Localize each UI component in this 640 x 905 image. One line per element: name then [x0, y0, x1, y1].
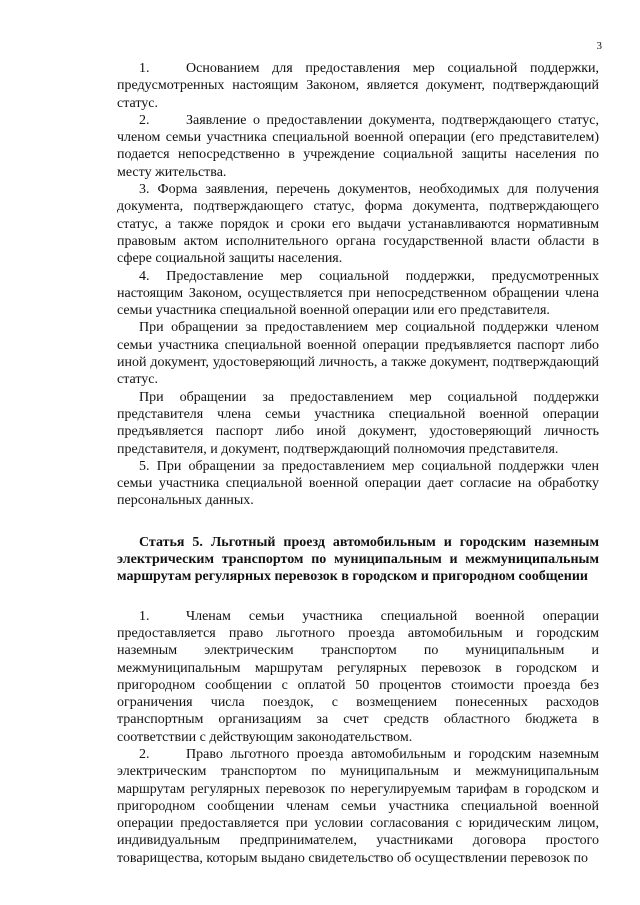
paragraph-4-member: При обращении за предоставлением мер социальной поддержки членом семьи участника специальной военной операции предъявляется паспорт либо иной документ, удостоверяющий личность, а также документ, подтверждающий статус.	[117, 320, 599, 388]
page-number: 3	[596, 40, 602, 52]
paragraph-number: 1.	[139, 61, 150, 76]
paragraph-4: 4. Предоставление мер социальной поддержки, предусмотренных настоящим Законом, осуществляется при непосредственном обращении члена семьи участника специальной военной операции или его представителя.	[117, 268, 599, 319]
paragraph-text: Заявление о предоставлении документа, подтверждающего статус, членом семьи участника специальной военной операции (его представителем) подается непосредственно в учреждение социальной защиты населения по месту жительства.	[117, 112, 599, 180]
paragraph-number: 1.	[139, 608, 150, 624]
paragraph-text: Право льготного проезда автомобильным и городским наземным электрическим транспортом по муниципальным и межмуниципальным маршрутам регулярных перевозок по нерегулируемым тарифам в городском и пригородном сообщении членам семьи участника специальной военной операции предоставляется при условии согласования с юридическим лицом, индивидуальным предпринимателем, участниками договора простого товарищества, которым выдано свидетельство об осуществлении перевозок по	[117, 746, 599, 866]
paragraph-number: 2.	[139, 746, 150, 762]
paragraph-4-representative: При обращении за предоставлением мер социальной поддержки представителя члена семьи участника специальной военной операции предъявляется паспорт либо иной документ, удостоверяющий личность представителя, и документ, подтверждающий полномочия представителя.	[117, 389, 599, 457]
article-paragraph-1	[117, 608, 599, 746]
paragraph-text: Членам семьи участника специальной военной операции предоставляется право льготного проезда автомобильным и городским наземным электрическим транспортом по муниципальным и межмуниципальным маршрутам регулярных перевозок в городском и пригородном сообщении с оплатой 50 процентов стоимости проезда без ограничения числа поездок, с возмещением понесенных расходов транспортным организациям за счет средств областного бюджета в соответствии с действующим законодательством.	[117, 608, 599, 745]
article-title: Статья 5. Льготный проезд автомобильным и городским наземным электрическим транспортом по муниципальным и межмуниципальным маршрутам регулярных перевозок в городском и пригородном сообщении	[117, 534, 599, 585]
paragraph-1	[117, 60, 599, 112]
article-paragraph-2	[117, 746, 599, 867]
paragraph-text: Основанием для предоставления мер социальной поддержки, предусмотренных настоящим Законом, является документ, подтверждающий статус.	[117, 61, 599, 111]
paragraph-number: 2.	[139, 112, 150, 128]
document-body	[117, 60, 599, 867]
paragraph-5: 5. При обращении за предоставлением мер социальной поддержки член семьи участника специальной военной операции дает согласие на обработку персональных данных.	[117, 458, 599, 509]
paragraph-3: 3. Форма заявления, перечень документов, необходимых для получения документа, подтверждающего статус, форма документа, подтверждающего статус, а также порядок и сроки его выдачи устанавливаются нормативным правовым актом исполнительного органа государственной власти области в сфере социальной защиты населения.	[117, 182, 599, 267]
paragraph-2	[117, 112, 599, 181]
